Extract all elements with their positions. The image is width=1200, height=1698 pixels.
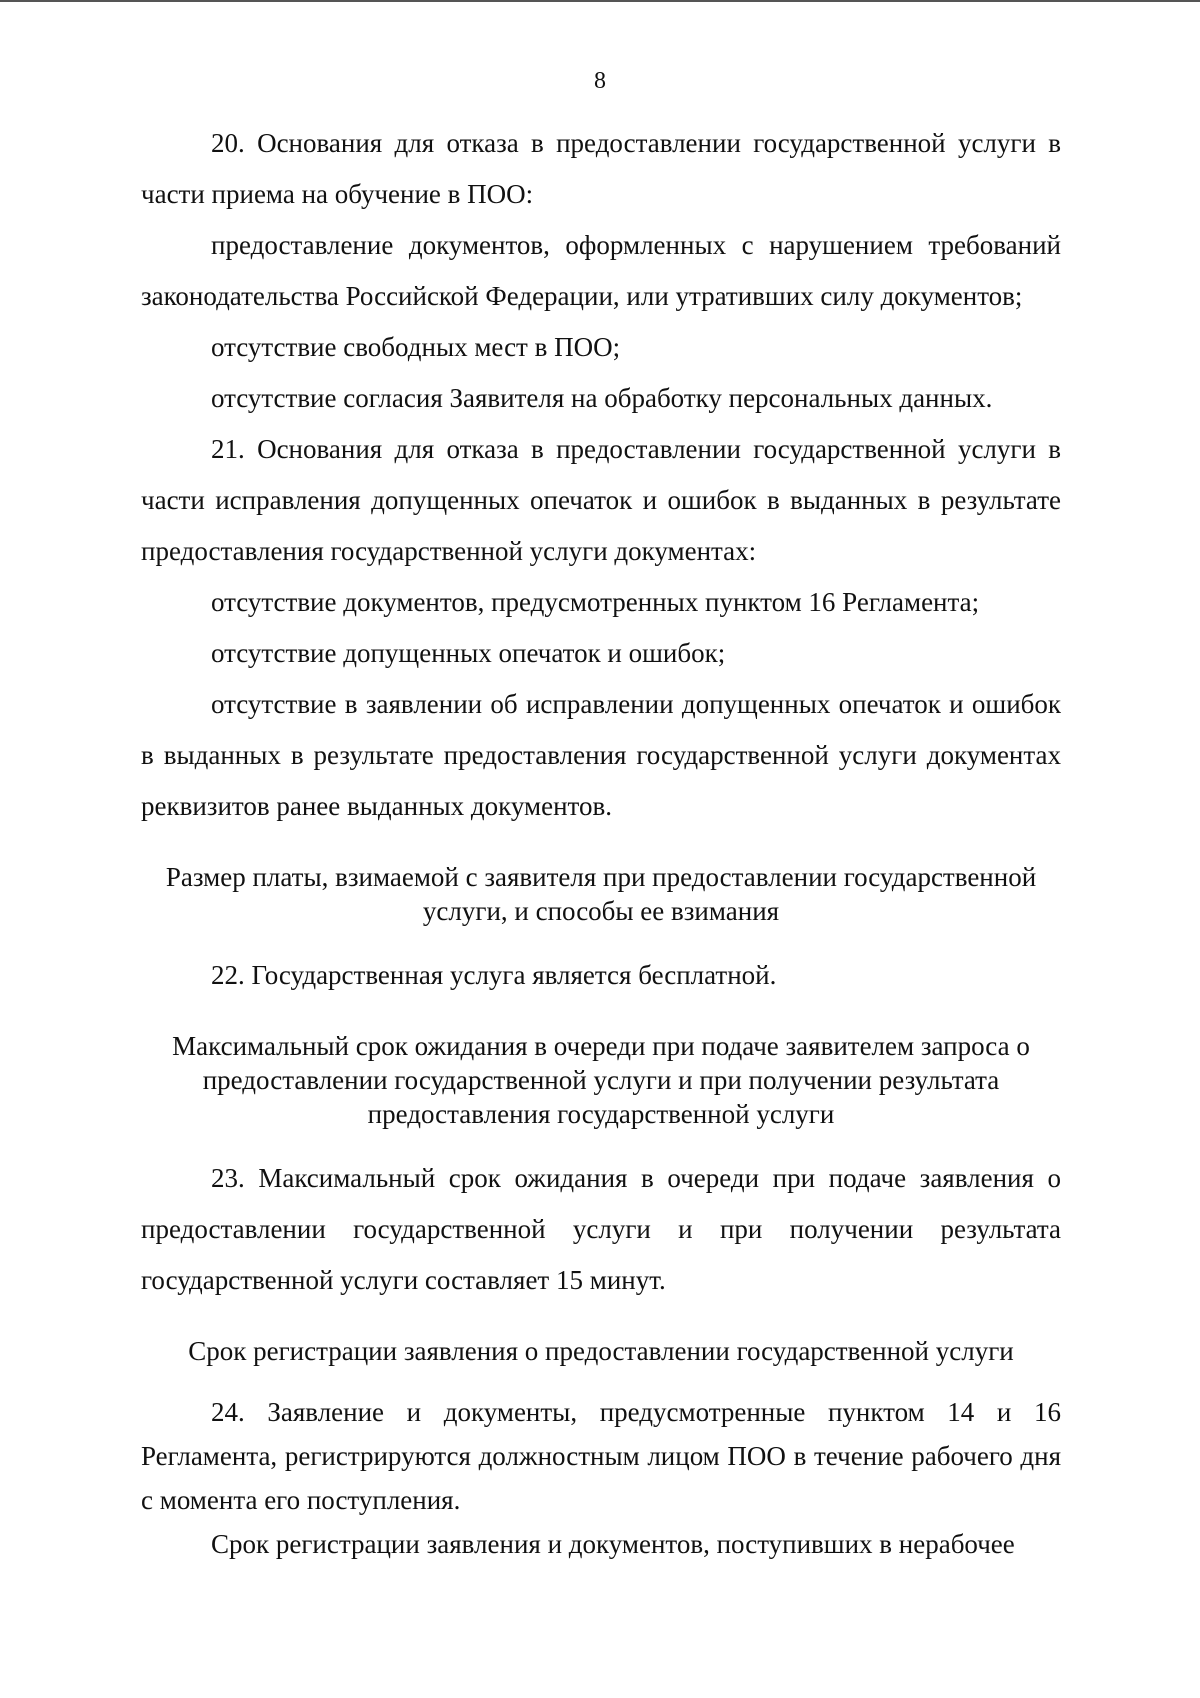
spacer <box>141 928 1061 950</box>
paragraph-21-item-1: отсутствие документов, предусмотренных пунктом 16 Регламента; <box>211 587 980 617</box>
paragraph-20-item-3: отсутствие согласия Заявителя на обработку персональных данных. <box>211 383 993 413</box>
paragraph-24: 24. Заявление и документы, предусмотренные пунктом 14 и 16 Регламента, регистрируются должностным лицом ПОО в течение рабочего дня с момента его поступления. <box>141 1397 1061 1515</box>
section-heading-queue: Максимальный срок ожидания в очереди при подаче заявителем запроса о предоставлении государственной услуги и при получении результата предоставления государственной услуги <box>172 1031 1030 1129</box>
section-heading-fee: Размер платы, взимаемой с заявителя при предоставлении государственной услуги, и способы ее взимания <box>165 862 1037 926</box>
paragraph-21-item-3: отсутствие в заявлении об исправлении допущенных опечаток и ошибок в выданных в результате предоставления государственной услуги документах реквизитов ранее выданных документов. <box>141 689 1061 821</box>
spacer <box>141 1306 1061 1334</box>
paragraph-23: 23. Максимальный срок ожидания в очереди при подаче заявления о предоставлении государственной услуги и при получении результата государственной услуги составляет 15 минут. <box>141 1163 1061 1295</box>
document-body <box>141 118 1061 1566</box>
spacer <box>141 1368 1061 1390</box>
paragraph-20-item-1: предоставление документов, оформленных с нарушением требований законодательства Российской Федерации, или утративших силу документов; <box>141 230 1061 311</box>
section-heading-registration: Срок регистрации заявления о предоставлении государственной услуги <box>188 1336 1014 1366</box>
page-number: 8 <box>594 68 606 94</box>
page-top-border <box>0 0 1200 2</box>
spacer <box>141 832 1061 860</box>
paragraph-20-item-2: отсутствие свободных мест в ПОО; <box>211 332 621 362</box>
paragraph-21-intro: 21. Основания для отказа в предоставлении государственной услуги в части исправления допущенных опечаток и ошибок в выданных в результате предоставления государственной услуги документах: <box>141 434 1061 566</box>
paragraph-21-item-2: отсутствие допущенных опечаток и ошибок; <box>211 638 726 668</box>
spacer <box>141 1131 1061 1153</box>
paragraph-22: 22. Государственная услуга является бесплатной. <box>211 960 777 990</box>
spacer <box>141 1001 1061 1029</box>
paragraph-24-continued: Срок регистрации заявления и документов, поступивших в нерабочее <box>211 1529 1015 1559</box>
paragraph-20-intro: 20. Основания для отказа в предоставлении государственной услуги в части приема на обучение в ПОО: <box>141 128 1061 209</box>
